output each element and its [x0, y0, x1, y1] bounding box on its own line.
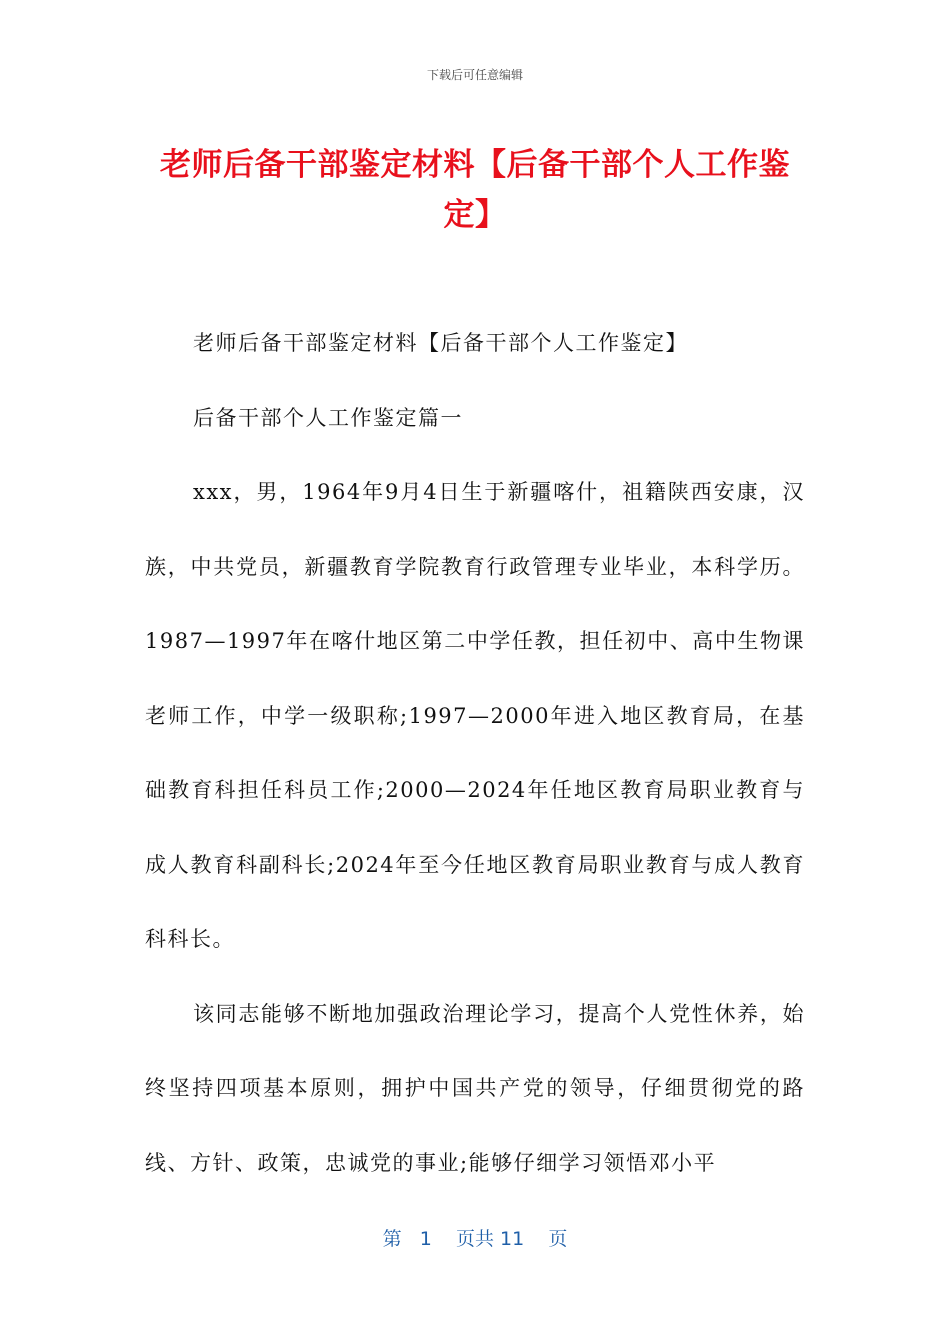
page-footer — [0, 1224, 950, 1251]
document-title: 老师后备干部鉴定材料【后备干部个人工作鉴定】 — [160, 147, 790, 233]
footer-mid: 页共 — [455, 1228, 494, 1250]
paragraph-subtitle: 老师后备干部鉴定材料【后备干部个人工作鉴定】 — [193, 331, 688, 355]
footer-suffix: 页 — [548, 1228, 568, 1250]
footer-prefix: 第 — [382, 1228, 402, 1250]
document-body — [145, 306, 805, 1200]
footer-total-pages: 11 — [500, 1228, 525, 1250]
paragraph-section-heading: 后备干部个人工作鉴定篇一 — [193, 405, 463, 430]
footer-current-page: 1 — [419, 1228, 432, 1250]
paragraph-biography: xxx，男，1964年9月4日生于新疆喀什，祖籍陕西安康，汉族，中共党员，新疆教育学院教育行政管理专业毕业，本科学历。1987—1997年在喀什地区第二中学任教，担任初中、高中生物课老师工作，中学一级职称;1997—2000年进入地区教育局，在基础教育科担任科员工作;2000—2024年任地区教育局职业教育与成人教育科副科长;2024年至今任地区教育局职业教育与成人教育科科长。 — [145, 480, 805, 951]
header-note: 下载后可任意编辑 — [426, 68, 523, 82]
paragraph-evaluation: 该同志能够不断地加强政治理论学习，提高个人党性休养，始终坚持四项基本原则，拥护中国共产党的领导，仔细贯彻党的路线、方针、政策，忠诚党的事业;能够仔细学习领悟邓小平 — [145, 1001, 805, 1175]
